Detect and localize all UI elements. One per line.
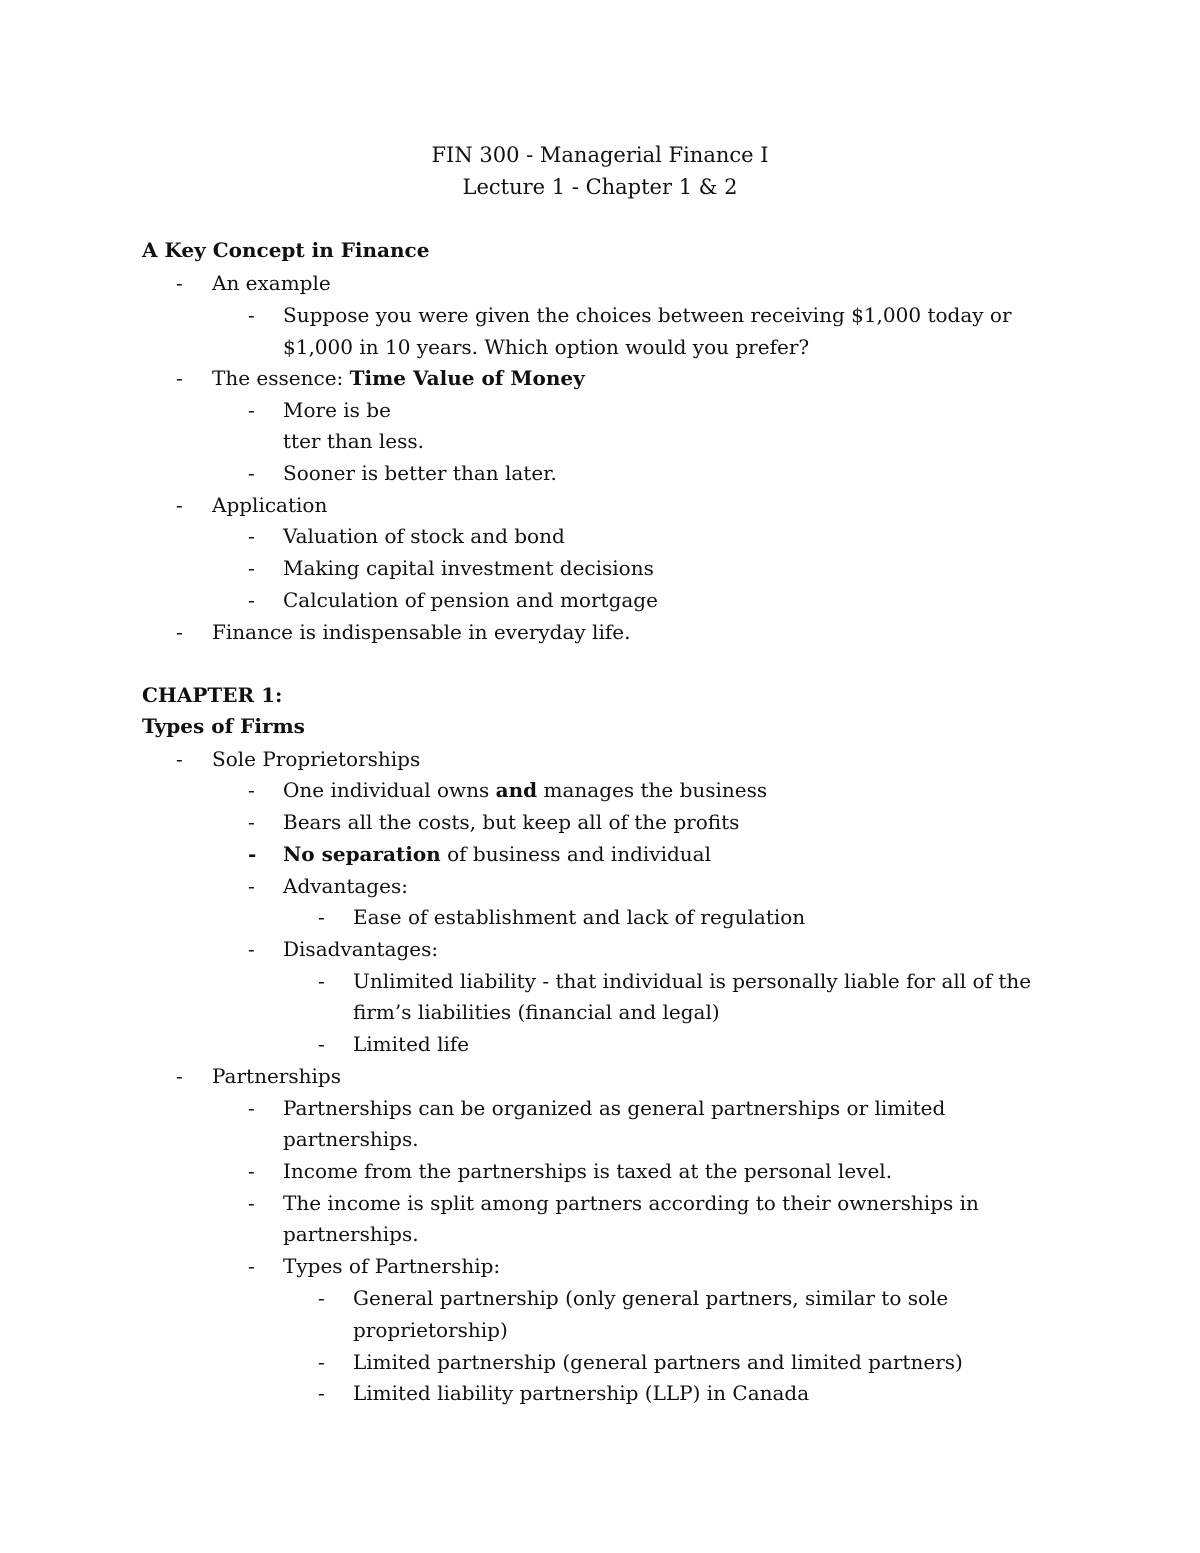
bullet-dash: -	[248, 1096, 255, 1120]
list-item-disadvantages: Disadvantages:	[283, 937, 439, 961]
list-item-unlimited-line1: Unlimited liability - that individual is personally liable for all of the	[353, 969, 1032, 993]
bullet-dash: -	[176, 1064, 183, 1088]
bullet-dash: -	[248, 874, 255, 898]
list-item-limited-partnership: Limited partnership (general partners and limited partners)	[353, 1350, 963, 1374]
list-item-application: Application	[212, 493, 328, 517]
bullet-dash: -	[248, 842, 257, 866]
bullet-dash: -	[248, 556, 255, 580]
list-item-advantages: Advantages:	[283, 874, 408, 898]
list-item-valuation: Valuation of stock and bond	[283, 524, 565, 548]
bullet-dash: -	[248, 398, 255, 422]
list-item-ease: Ease of establishment and lack of regulation	[353, 905, 806, 929]
bullet-dash: -	[248, 461, 255, 485]
list-item-general-line2: proprietorship)	[353, 1318, 508, 1342]
essence-bold-text: Time Value of Money	[349, 366, 585, 390]
chapter-heading: CHAPTER 1:	[142, 683, 283, 707]
bullet-dash: -	[248, 778, 255, 802]
list-item-more-is-line1: More is be	[283, 398, 391, 422]
list-item-no-separation	[283, 842, 711, 866]
bullet-dash: -	[248, 1254, 255, 1278]
essence-prefix: The essence:	[212, 366, 350, 390]
one-individual-text-a: One individual owns	[283, 778, 496, 802]
list-item-llp: Limited liability partnership (LLP) in Canada	[353, 1381, 810, 1405]
list-item-sole-proprietorships: Sole Proprietorships	[212, 747, 421, 771]
bullet-dash: -	[248, 937, 255, 961]
bullet-dash: -	[248, 810, 255, 834]
list-item-indispensable: Finance is indispensable in everyday life.	[212, 620, 631, 644]
list-item-sooner: Sooner is better than later.	[283, 461, 557, 485]
one-individual-text-c: manages the business	[537, 778, 768, 802]
no-separation-bold: No separation	[283, 842, 441, 866]
bullet-dash: -	[318, 905, 325, 929]
list-item-suppose-line1: Suppose you were given the choices between receiving $1,000 today or	[283, 303, 1012, 327]
bullet-dash: -	[176, 366, 183, 390]
bullet-dash: -	[176, 493, 183, 517]
list-item-pension: Calculation of pension and mortgage	[283, 588, 658, 612]
bullet-dash: -	[318, 1381, 325, 1405]
bullet-dash: -	[248, 588, 255, 612]
list-item-essence	[212, 366, 585, 390]
list-item-split-line2: partnerships.	[283, 1222, 419, 1246]
list-item-general-line1: General partnership (only general partners, similar to sole	[353, 1286, 949, 1310]
list-item-income-taxed: Income from the partnerships is taxed at the personal level.	[283, 1159, 893, 1183]
document-subtitle: Lecture 1 - Chapter 1 & 2	[462, 175, 738, 199]
bullet-dash: -	[248, 1191, 255, 1215]
list-item-organized-line2: partnerships.	[283, 1127, 419, 1151]
list-item-capital: Making capital investment decisions	[283, 556, 654, 580]
bullet-dash: -	[248, 1159, 255, 1183]
bullet-dash: -	[318, 1286, 325, 1310]
list-item-split-line1: The income is split among partners according to their ownerships in	[283, 1191, 979, 1215]
bullet-dash: -	[176, 271, 183, 295]
list-item-one-individual	[283, 778, 767, 802]
list-item-partnerships: Partnerships	[212, 1064, 341, 1088]
bullet-dash: -	[318, 969, 325, 993]
bullet-dash: -	[176, 747, 183, 771]
list-item-suppose-line2: $1,000 in 10 years. Which option would you prefer?	[283, 335, 810, 359]
list-item-limited-life: Limited life	[353, 1032, 470, 1056]
bullet-dash: -	[318, 1350, 325, 1374]
bullet-dash: -	[248, 524, 255, 548]
bullet-dash: -	[176, 620, 183, 644]
list-item-organized-line1: Partnerships can be organized as general partnerships or limited	[283, 1096, 946, 1120]
list-item-types-partnership: Types of Partnership:	[283, 1254, 501, 1278]
list-item-more-is-line2: tter than less.	[283, 429, 425, 453]
list-item-an-example: An example	[212, 271, 331, 295]
section-heading-types-of-firms: Types of Firms	[142, 714, 305, 738]
one-individual-bold-and: and	[495, 778, 538, 802]
document-title: FIN 300 - Managerial Finance I	[431, 143, 769, 167]
list-item-unlimited-line2: firm’s liabilities (financial and legal)	[353, 1000, 720, 1024]
no-separation-rest: of business and individual	[440, 842, 711, 866]
bullet-dash: -	[318, 1032, 325, 1056]
bullet-dash: -	[248, 303, 255, 327]
section-heading-key-concept: A Key Concept in Finance	[142, 238, 430, 262]
list-item-bears: Bears all the costs, but keep all of the profits	[283, 810, 740, 834]
